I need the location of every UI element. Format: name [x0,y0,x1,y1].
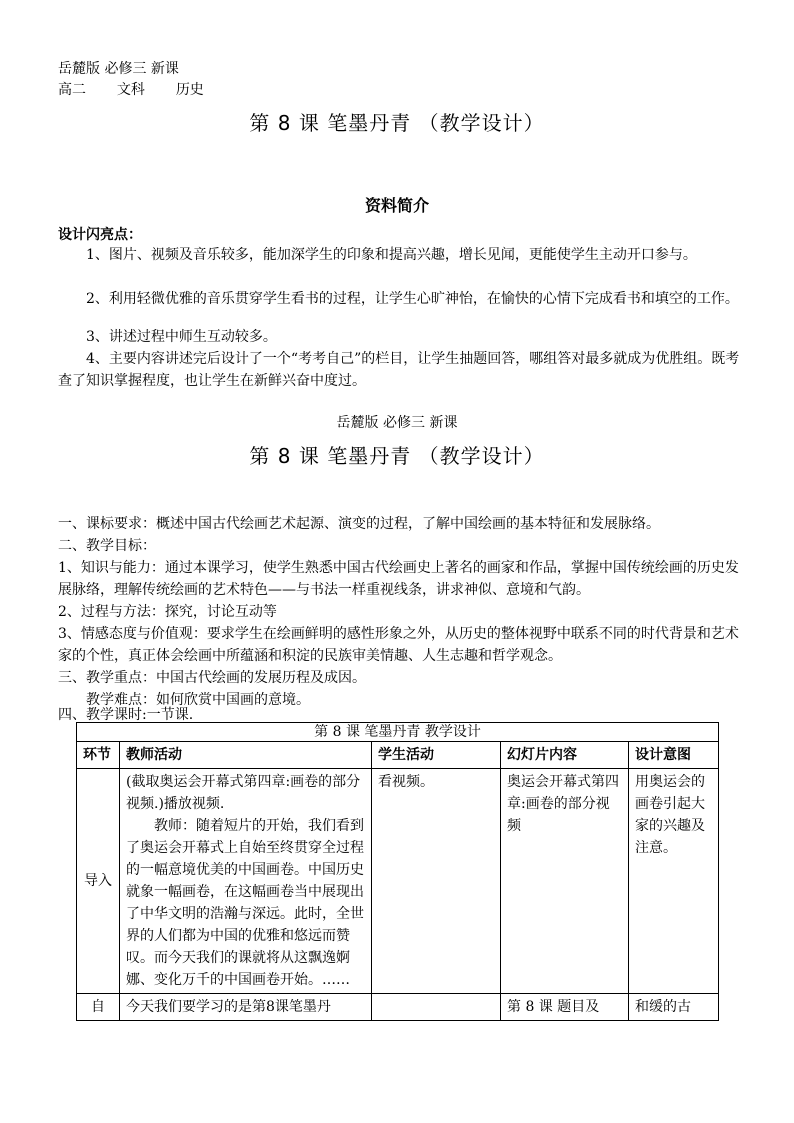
teacher-activity-cell [120,769,372,994]
section-title: 资料简介 [364,196,429,215]
edition-line: 岳麓版 必修三 新课 [58,61,179,77]
stage-cell: 自 [77,994,120,1021]
subject-type-label: 文科 [116,82,145,98]
lesson-plan-table [76,722,719,1021]
objective-knowledge: 1、知识与能力：通过本课学习，使学生熟悉中国古代绘画史上著名的画家和作品，掌握中国传统绘画的历史发展脉络，理解传统绘画的艺术特色——与书法一样重视线条，讲求神似、意境和气韵。 [58,560,739,598]
teaching-difficulty: 教学难点：如何欣赏中国画的意境。 [86,692,310,708]
teaching-hours: 四、教学课时:一节课. [58,707,194,723]
table-row [77,769,719,994]
header-teacher: 教师活动 [120,742,372,769]
curriculum-requirement: 一、课标要求：概述中国古代绘画艺术起源、演变的过程，了解中国绘画的基本特征和发展脉络。 [58,516,660,532]
slide-content-cell: 第 8 课 题目及 [501,994,629,1021]
highlight-item-3: 3、讲述过程中师生互动较多。 [86,329,277,345]
table-caption: 第 8 课 笔墨丹青 教学设计 [77,723,719,742]
subject-label: 历史 [175,82,204,98]
highlights-heading: 设计闪亮点： [58,227,142,243]
header-slide: 幻灯片内容 [501,742,629,769]
highlight-item-1: 1、图片、视频及音乐较多，能加深学生的印象和提高兴趣，增长见闻，更能使学生主动开口参与。 [86,247,697,263]
slide-content-cell: 奥运会开幕式第四章:画卷的部分视频 [501,769,629,994]
table-row [77,994,719,1021]
teacher-intro: (截取奥运会开幕式第四章:画卷的部分视频.)播放视频. [126,774,361,812]
design-intent-cell: 用奥运会的画卷引起大家的兴趣及注意。 [629,769,719,994]
teacher-activity-cell: 今天我们要学习的是第8课笔墨丹 [120,994,372,1021]
header-stage: 环节 [77,742,120,769]
teacher-body: 教师：随着短片的开始，我们看到了奥运会开幕式上自始至终贯穿全过程的一幅意境优美的中国画卷。中国历史就象一幅画卷，在这幅画卷当中展现出了中华文明的浩瀚与深远。此时，全世界的人们都为中国的优雅和悠远而赞叹。而今天我们的课就将从这飘逸婀娜、变化万千的中国画卷开始。…… [126,818,364,988]
grade-label: 高二 [58,82,86,98]
header-student: 学生活动 [372,742,501,769]
grade-line [58,79,204,99]
page-title: 第 8 课 笔墨丹青 （教学设计） [249,111,545,135]
objectives-heading: 二、教学目标： [58,538,156,554]
second-edition-line: 岳麓版 必修三 新课 [336,415,458,431]
objective-attitude: 3、情感态度与价值观：要求学生在绘画鲜明的感性形象之外，从历史的整体视野中联系不同的时代背景和艺术家的个性，真正体会绘画中所蕴涵和积淀的民族审美情趣、人生志趣和哲学观念。 [58,626,739,664]
highlight-item-4: 4、主要内容讲述完后设计了一个“考考自己”的栏目，让学生抽题回答，哪组答对最多就成为优胜组。既考查了知识掌握程度，也让学生在新鲜兴奋中度过。 [58,351,740,389]
stage-cell: 导入 [77,769,120,994]
design-intent-cell: 和缓的古 [629,994,719,1021]
second-title: 第 8 课 笔墨丹青 （教学设计） [249,444,545,468]
table-caption-row [77,723,719,742]
student-activity-cell: 看视频。 [372,769,501,994]
table-header-row [77,742,719,769]
highlight-item-2: 2、利用轻微优雅的音乐贯穿学生看书的过程，让学生心旷神怡，在愉快的心情下完成看书和填空的工作。 [86,291,739,307]
objective-process: 2、过程与方法：探究，讨论互动等 [58,604,277,620]
student-activity-cell [372,994,501,1021]
teaching-focus: 三、教学重点：中国古代绘画的发展历程及成因。 [58,670,366,686]
header-intent: 设计意图 [629,742,719,769]
